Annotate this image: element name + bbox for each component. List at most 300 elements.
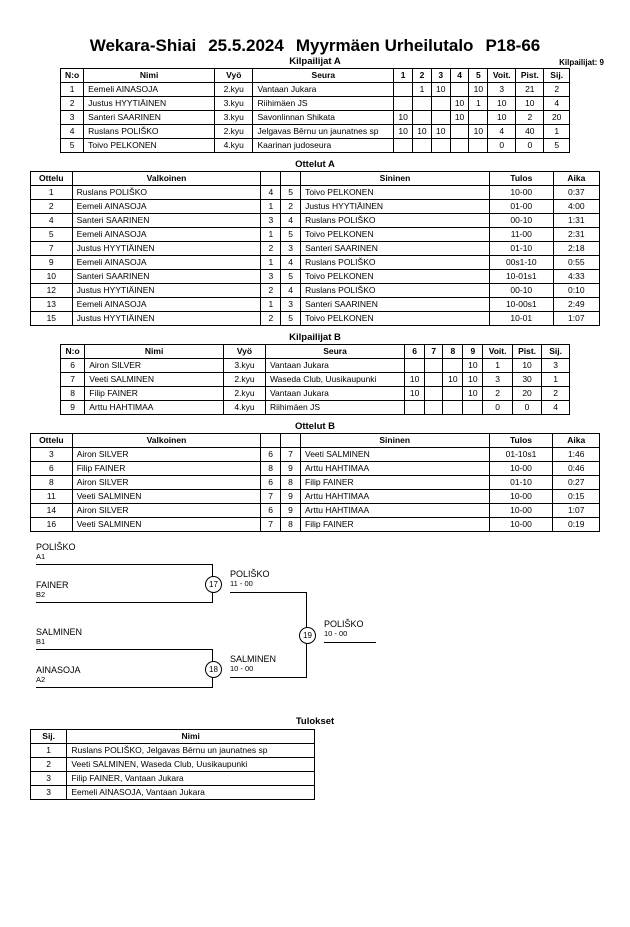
cell-match-no: 14 [31, 504, 73, 518]
col-rank: Sij. [542, 345, 570, 359]
col-match-no: Ottelu [31, 172, 73, 186]
bracket-winner-score: 11 - 00 [230, 579, 253, 588]
col-wins: Voit. [488, 69, 516, 83]
bracket-entry [36, 580, 69, 600]
cell-wins: 0 [483, 401, 512, 415]
cell-time: 2:31 [553, 228, 599, 242]
bracket-final-winner-score: 10 - 00 [324, 629, 348, 638]
cell-score [405, 359, 425, 373]
cell-time: 0:19 [553, 518, 600, 532]
bracket-entry [36, 542, 76, 562]
cell-points: 40 [516, 125, 544, 139]
cell-time: 1:07 [553, 504, 600, 518]
cell-white-seed: 2 [261, 242, 281, 256]
cell-blue: Santeri SAARINEN [301, 298, 490, 312]
col-rank: Sij. [544, 69, 570, 83]
cell-time: 1:31 [553, 214, 599, 228]
table-row [31, 256, 600, 270]
table-row [61, 97, 570, 111]
bracket-final-node[interactable]: 19 [299, 627, 316, 644]
cell-blue: Arttu HAHTIMAA [301, 462, 490, 476]
bracket-line [230, 677, 306, 678]
cell-time: 0:27 [553, 476, 600, 490]
cell-time: 4:00 [553, 200, 599, 214]
table-row [31, 448, 600, 462]
cell-score: 10 [469, 83, 488, 97]
cell-rank: 5 [544, 139, 570, 153]
competitor-count: Kilpailijat: 9 [559, 58, 604, 67]
cell-grade: 2.kyu [215, 125, 253, 139]
bracket-line [324, 642, 376, 643]
cell-points: 21 [516, 83, 544, 97]
cell-no: 7 [61, 373, 85, 387]
col-opponent-5: 5 [469, 69, 488, 83]
col-white-seed [261, 172, 281, 186]
cell-match-no: 12 [31, 284, 73, 298]
cell-time: 1:07 [553, 312, 599, 326]
col-opponent-6: 6 [405, 345, 425, 359]
col-result: Tulos [489, 434, 553, 448]
cell-grade: 2.kyu [223, 387, 265, 401]
cell-score: 1 [469, 97, 488, 111]
cell-score: 10 [463, 359, 483, 373]
cell-wins: 0 [488, 139, 516, 153]
cell-blue-seed: 7 [281, 448, 301, 462]
cell-score: 10 [463, 373, 483, 387]
cell-no: 1 [61, 83, 84, 97]
col-time: Aika [553, 434, 600, 448]
matches-b-table [30, 433, 600, 532]
cell-grade: 3.kyu [215, 97, 253, 111]
cell-score: 10 [394, 125, 413, 139]
bracket-winner-score: 10 - 00 [230, 664, 254, 673]
cell-grade: 4.kyu [215, 139, 253, 153]
cell-blue: Arttu HAHTIMAA [301, 504, 490, 518]
bracket-entry-seed: A1 [36, 552, 46, 561]
cell-result: 11-00 [489, 228, 553, 242]
bracket-entry-seed: B1 [36, 637, 46, 646]
bracket-entry-name: AINASOJA [36, 665, 81, 675]
cell-name: Arttu HAHTIMAA [85, 401, 224, 415]
cell-result: 01-10s1 [489, 448, 553, 462]
cell-score: 10 [405, 373, 425, 387]
cell-white: Airon SILVER [72, 504, 261, 518]
bracket-entry-seed: A2 [36, 675, 46, 684]
cell-white: Airon SILVER [72, 476, 261, 490]
cell-club: Vantaan Jukara [253, 83, 394, 97]
cell-match-no: 11 [31, 490, 73, 504]
cell-result: 00-10 [489, 214, 553, 228]
cell-score [450, 125, 469, 139]
col-points: Pist. [512, 345, 541, 359]
col-white-seed [261, 434, 281, 448]
cell-blue-seed: 5 [281, 186, 301, 200]
cell-white-seed: 6 [261, 448, 281, 462]
col-grade: Vyö [223, 345, 265, 359]
cell-white-seed: 6 [261, 476, 281, 490]
cell-blue: Filip FAINER [301, 518, 490, 532]
cell-match-no: 7 [31, 242, 73, 256]
cell-score: 10 [405, 387, 425, 401]
cell-white: Santeri SAARINEN [72, 270, 261, 284]
event-venue: Myyrmäen Urheilutalo [295, 36, 474, 55]
cell-score: 1 [413, 83, 432, 97]
cell-blue-seed: 3 [281, 298, 301, 312]
cell-score: 10 [450, 97, 469, 111]
cell-match-no: 15 [31, 312, 73, 326]
table-row [61, 373, 570, 387]
cell-points: 2 [516, 111, 544, 125]
pool-a-table [60, 68, 570, 153]
cell-score [413, 139, 432, 153]
cell-club: Jelgavas Bērnu un jaunatnes sp [253, 125, 394, 139]
bracket-final-winner-name: POLIŠKO [324, 619, 364, 629]
cell-grade: 2.kyu [223, 373, 265, 387]
cell-points: 10 [512, 359, 541, 373]
cell-name: Justus HYYTIÄINEN [84, 97, 215, 111]
cell-match-no: 13 [31, 298, 73, 312]
cell-time: 1:46 [553, 448, 600, 462]
cell-name: Eemeli AINASOJA, Vantaan Jukara [67, 786, 315, 800]
cell-no: 6 [61, 359, 85, 373]
cell-club: Kaarinan judoseura [253, 139, 394, 153]
cell-grade: 3.kyu [223, 359, 265, 373]
col-name: Nimi [84, 69, 215, 83]
cell-time: 2:49 [553, 298, 599, 312]
cell-wins: 10 [488, 97, 516, 111]
cell-white: Filip FAINER [72, 462, 261, 476]
table-row [31, 228, 600, 242]
cell-name: Filip FAINER [85, 387, 224, 401]
table-row [61, 387, 570, 401]
cell-result: 10-00 [489, 462, 553, 476]
cell-grade: 4.kyu [223, 401, 265, 415]
cell-score [469, 139, 488, 153]
cell-white: Airon SILVER [72, 448, 261, 462]
cell-no: 9 [61, 401, 85, 415]
cell-white: Justus HYYTIÄINEN [72, 284, 261, 298]
table-row [31, 518, 600, 532]
cell-blue-seed: 9 [281, 462, 301, 476]
cell-white-seed: 1 [261, 298, 281, 312]
col-no: N:o [61, 345, 85, 359]
cell-white: Eemeli AINASOJA [72, 200, 261, 214]
col-name: Nimi [85, 345, 224, 359]
cell-white-seed: 4 [261, 186, 281, 200]
table-row [31, 490, 600, 504]
table-row [31, 270, 600, 284]
cell-wins: 1 [483, 359, 512, 373]
cell-grade: 2.kyu [215, 83, 253, 97]
cell-result: 10-01s1 [489, 270, 553, 284]
cell-club: Riihimäen JS [253, 97, 394, 111]
cell-rank: 3 [31, 772, 67, 786]
cell-blue: Veeti SALMINEN [301, 448, 490, 462]
cell-score: 10 [394, 111, 413, 125]
cell-result: 10-00 [489, 186, 553, 200]
cell-time: 0:15 [553, 490, 600, 504]
cell-result: 01-00 [489, 200, 553, 214]
results-heading: Tulokset [295, 716, 335, 727]
table-row [31, 214, 600, 228]
table-row [61, 139, 570, 153]
page-title [0, 36, 630, 56]
cell-score: 10 [450, 111, 469, 125]
col-name: Nimi [67, 730, 315, 744]
cell-points: 0 [516, 139, 544, 153]
table-row [61, 125, 570, 139]
cell-time: 2:18 [553, 242, 599, 256]
cell-white-seed: 8 [261, 462, 281, 476]
cell-white-seed: 2 [261, 284, 281, 298]
cell-club: Vantaan Jukara [265, 387, 404, 401]
cell-wins: 3 [488, 83, 516, 97]
cell-name: Airon SILVER [85, 359, 224, 373]
col-wins: Voit. [483, 345, 512, 359]
event-category: P18-66 [485, 36, 541, 55]
cell-white-seed: 1 [261, 228, 281, 242]
event-date: 25.5.2024 [208, 36, 284, 55]
cell-score: 10 [463, 387, 483, 401]
cell-score [413, 97, 432, 111]
col-time: Aika [553, 172, 599, 186]
cell-blue-seed: 9 [281, 504, 301, 518]
table-header-row [31, 172, 600, 186]
cell-result: 10-00 [489, 504, 553, 518]
cell-time: 0:46 [553, 462, 600, 476]
cell-blue-seed: 2 [281, 200, 301, 214]
cell-score [463, 401, 483, 415]
cell-rank: 2 [542, 387, 570, 401]
table-row [31, 744, 315, 758]
cell-name: Eemeli AINASOJA [84, 83, 215, 97]
cell-blue-seed: 4 [281, 284, 301, 298]
cell-white: Eemeli AINASOJA [72, 298, 261, 312]
table-row [61, 83, 570, 97]
table-row [31, 462, 600, 476]
bracket-entry [36, 665, 81, 685]
col-rank: Sij. [31, 730, 67, 744]
cell-no: 4 [61, 125, 84, 139]
cell-score: 10 [431, 125, 450, 139]
cell-blue-seed: 8 [281, 518, 301, 532]
col-white: Valkoinen [72, 172, 261, 186]
cell-blue: Filip FAINER [301, 476, 490, 490]
table-header-row [31, 730, 315, 744]
cell-result: 01-10 [489, 242, 553, 256]
cell-name: Toivo PELKONEN [84, 139, 215, 153]
cell-time: 4:33 [553, 270, 599, 284]
cell-result: 10-00 [489, 490, 553, 504]
cell-score [431, 97, 450, 111]
bracket-match-node[interactable]: 17 [205, 576, 222, 593]
cell-rank: 4 [542, 401, 570, 415]
cell-blue-seed: 5 [281, 228, 301, 242]
col-blue-seed [281, 434, 301, 448]
col-opponent-2: 2 [413, 69, 432, 83]
knockout-bracket [0, 542, 630, 712]
cell-score [450, 83, 469, 97]
cell-result: 01-10 [489, 476, 553, 490]
cell-score [469, 111, 488, 125]
bracket-winner [230, 569, 270, 589]
cell-name: Ruslans POLIŠKO [84, 125, 215, 139]
cell-match-no: 8 [31, 476, 73, 490]
cell-white: Eemeli AINASOJA [72, 228, 261, 242]
table-row [31, 312, 600, 326]
cell-score [425, 387, 443, 401]
cell-rank: 2 [544, 83, 570, 97]
table-row [31, 772, 315, 786]
cell-club: Vantaan Jukara [265, 359, 404, 373]
cell-score [425, 401, 443, 415]
cell-white: Eemeli AINASOJA [72, 256, 261, 270]
cell-club: Savonlinnan Shikata [253, 111, 394, 125]
table-row [31, 298, 600, 312]
cell-points: 20 [512, 387, 541, 401]
cell-blue: Toivo PELKONEN [301, 228, 490, 242]
cell-white: Justus HYYTIÄINEN [72, 242, 261, 256]
cell-white-seed: 7 [261, 490, 281, 504]
cell-white: Ruslans POLIŠKO [72, 186, 261, 200]
cell-score: 10 [413, 125, 432, 139]
table-row [31, 758, 315, 772]
cell-no: 3 [61, 111, 84, 125]
col-opponent-4: 4 [450, 69, 469, 83]
cell-blue-seed: 5 [281, 270, 301, 284]
cell-score [431, 139, 450, 153]
cell-white: Santeri SAARINEN [72, 214, 261, 228]
col-blue-seed [281, 172, 301, 186]
cell-name: Filip FAINER, Vantaan Jukara [67, 772, 315, 786]
cell-white-seed: 2 [261, 312, 281, 326]
cell-no: 8 [61, 387, 85, 401]
table-row [31, 786, 315, 800]
cell-rank: 1 [544, 125, 570, 139]
cell-name: Veeti SALMINEN [85, 373, 224, 387]
cell-grade: 3.kyu [215, 111, 253, 125]
cell-name: Ruslans POLIŠKO, Jelgavas Bērnu un jaunatnes sp [67, 744, 315, 758]
results-table [30, 729, 315, 800]
cell-score: 10 [431, 83, 450, 97]
bracket-line [36, 564, 212, 565]
cell-blue: Ruslans POLIŠKO [301, 256, 490, 270]
cell-score [405, 401, 425, 415]
cell-blue-seed: 3 [281, 242, 301, 256]
cell-match-no: 10 [31, 270, 73, 284]
bracket-winner-name: SALMINEN [230, 654, 277, 664]
table-header-row [31, 434, 600, 448]
col-white: Valkoinen [72, 434, 261, 448]
col-opponent-8: 8 [443, 345, 463, 359]
cell-white-seed: 7 [261, 518, 281, 532]
cell-score [443, 401, 463, 415]
cell-points: 30 [512, 373, 541, 387]
cell-match-no: 5 [31, 228, 73, 242]
cell-wins: 10 [488, 111, 516, 125]
cell-points: 0 [512, 401, 541, 415]
cell-time: 0:55 [553, 256, 599, 270]
cell-wins: 2 [483, 387, 512, 401]
cell-match-no: 16 [31, 518, 73, 532]
cell-no: 2 [61, 97, 84, 111]
cell-score [394, 139, 413, 153]
cell-blue: Toivo PELKONEN [301, 270, 490, 284]
cell-score [450, 139, 469, 153]
cell-blue: Ruslans POLIŠKO [301, 214, 490, 228]
pool-b-table [60, 344, 570, 415]
bracket-line [36, 602, 212, 603]
matches-a-heading: Ottelut A [295, 159, 335, 170]
cell-blue-seed: 8 [281, 476, 301, 490]
cell-no: 5 [61, 139, 84, 153]
cell-score [394, 83, 413, 97]
bracket-match-node[interactable]: 18 [205, 661, 222, 678]
table-row [31, 476, 600, 490]
col-opponent-9: 9 [463, 345, 483, 359]
pool-b-heading: Kilpailijat B [289, 332, 341, 343]
bracket-final-winner [324, 619, 364, 639]
cell-rank: 4 [544, 97, 570, 111]
matches-b-heading: Ottelut B [294, 421, 336, 432]
cell-match-no: 1 [31, 186, 73, 200]
cell-score [425, 359, 443, 373]
cell-rank: 1 [542, 373, 570, 387]
cell-score [443, 359, 463, 373]
cell-score: 10 [469, 125, 488, 139]
cell-white-seed: 1 [261, 200, 281, 214]
cell-result: 00-10 [489, 284, 553, 298]
col-club: Seura [253, 69, 394, 83]
cell-white: Justus HYYTIÄINEN [72, 312, 261, 326]
cell-result: 10-01 [489, 312, 553, 326]
cell-result: 10-00 [489, 518, 553, 532]
table-row [31, 242, 600, 256]
col-opponent-7: 7 [425, 345, 443, 359]
bracket-entry-name: FAINER [36, 580, 69, 590]
table-row [31, 284, 600, 298]
col-points: Pist. [516, 69, 544, 83]
cell-blue: Justus HYYTIÄINEN [301, 200, 490, 214]
cell-score [431, 111, 450, 125]
cell-rank: 2 [31, 758, 67, 772]
cell-rank: 1 [31, 744, 67, 758]
cell-club: Riihimäen JS [265, 401, 404, 415]
cell-white-seed: 3 [261, 270, 281, 284]
cell-score [425, 373, 443, 387]
col-blue: Sininen [301, 172, 490, 186]
cell-club: Waseda Club, Uusikaupunki [265, 373, 404, 387]
cell-name: Veeti SALMINEN, Waseda Club, Uusikaupunki [67, 758, 315, 772]
cell-score [443, 387, 463, 401]
cell-blue: Arttu HAHTIMAA [301, 490, 490, 504]
cell-wins: 4 [488, 125, 516, 139]
cell-white: Veeti SALMINEN [72, 490, 261, 504]
cell-rank: 3 [31, 786, 67, 800]
cell-result: 10-00s1 [489, 298, 553, 312]
cell-points: 10 [516, 97, 544, 111]
table-row [31, 200, 600, 214]
cell-blue-seed: 4 [281, 214, 301, 228]
cell-match-no: 6 [31, 462, 73, 476]
table-row [61, 401, 570, 415]
col-grade: Vyö [215, 69, 253, 83]
cell-match-no: 4 [31, 214, 73, 228]
cell-match-no: 3 [31, 448, 73, 462]
cell-score [413, 111, 432, 125]
table-row [61, 111, 570, 125]
pool-a-heading: Kilpailijat A [289, 56, 341, 67]
